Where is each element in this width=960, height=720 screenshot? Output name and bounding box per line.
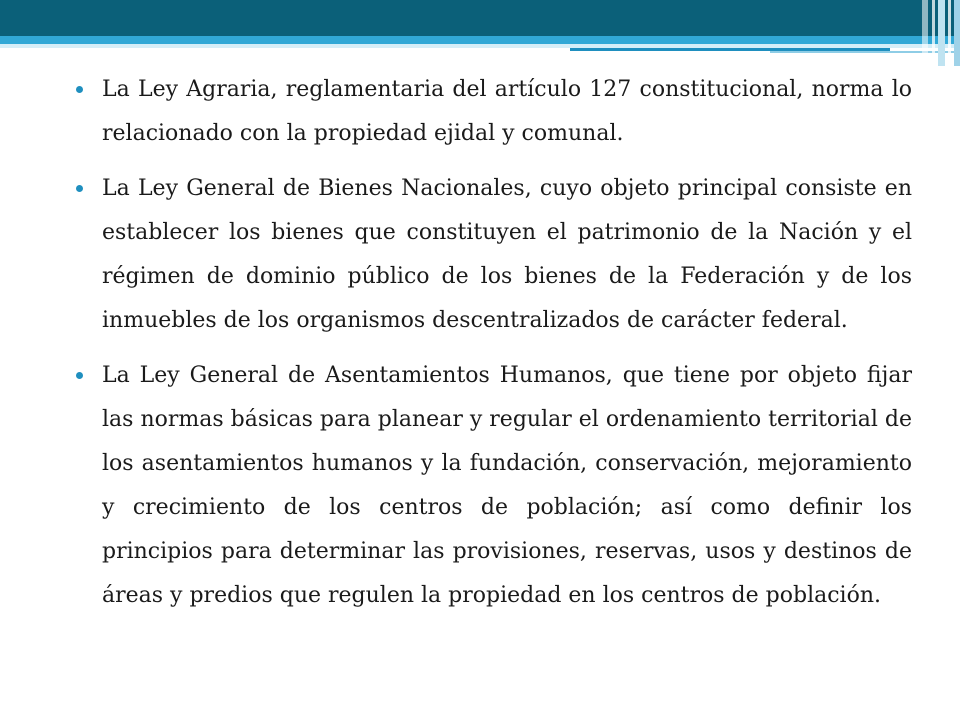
bullet-dot-icon	[76, 86, 83, 93]
bullet-text: La Ley Agraria, reglamentaria del artículo 127 constitucional, norma lo relacionado con la propiedad ejidal y comunal.	[102, 77, 912, 146]
bullet-list	[70, 68, 912, 618]
header-band-light	[0, 36, 960, 44]
bullet-item-asentamientos-humanos	[70, 354, 912, 618]
bullet-item-bienes-nacionales	[70, 167, 912, 343]
bullet-dot-icon	[76, 185, 83, 192]
header-band-dark	[0, 0, 960, 36]
decorative-edge-stripes	[922, 0, 960, 66]
bullet-dot-icon	[76, 372, 83, 379]
bullet-text: La Ley General de Bienes Nacionales, cuyo objeto principal consiste en establecer los bienes que constituyen el patrimonio de la Nación y el régimen de dominio público de los bienes de la Federación y de los inmuebles de los organismos descentralizados de carácter federal.	[102, 176, 912, 333]
bullet-item-ley-agraria	[70, 68, 912, 156]
bullet-text: La Ley General de Asentamientos Humanos, que tiene por objeto fijar las normas básicas para planear y regular el ordenamiento territorial de los asentamientos humanos y la fundación, conservación, mejoramiento y crecimiento de los centros de población; así como definir los principios para determinar las provisiones, reservas, usos y destinos de áreas y predios que regulen la propiedad en los centros de población.	[102, 363, 912, 608]
slide-content	[70, 68, 912, 629]
